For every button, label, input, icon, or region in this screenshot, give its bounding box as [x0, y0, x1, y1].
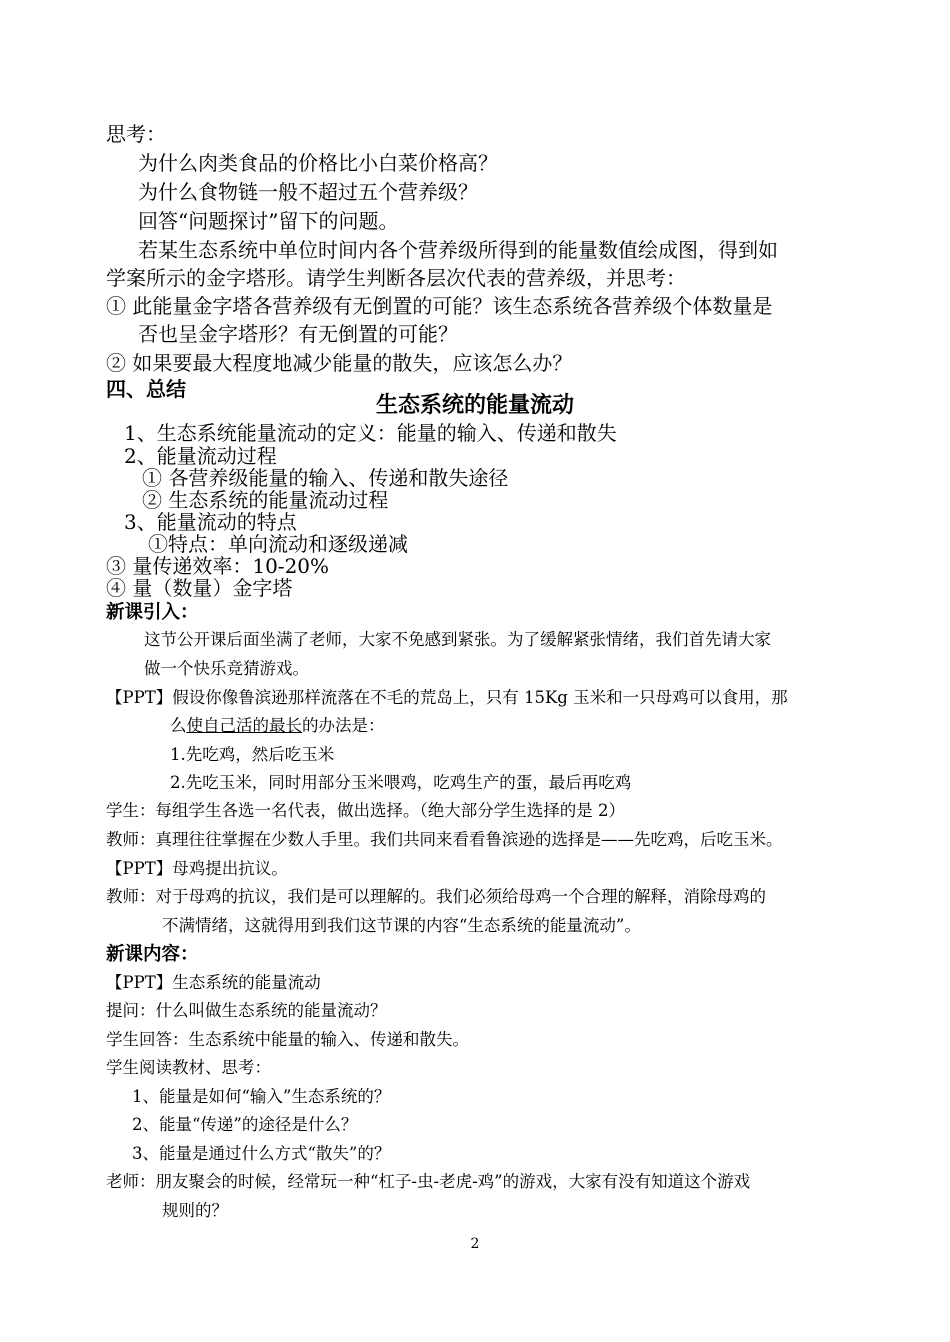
thinking-item-2: ② 如果要最大程度地减少能量的散失，应该怎么办？: [106, 351, 573, 375]
teacher-remark-1: 教师：真理往往掌握在少数人手里。我们共同来看看鲁滨逊的选择是——先吃鸡，后吃玉米。: [106, 830, 783, 849]
summary-point-2b: ② 生态系统的能量流动过程: [142, 488, 389, 512]
student-choice: 学生：每组学生各选一名代表，做出选择。（绝大部分学生选择的是 2）: [106, 801, 625, 820]
option-1: 1.先吃鸡，然后吃玉米: [170, 745, 335, 764]
ppt-scenario-line1: 【PPT】假设你像鲁滨逊那样流落在不毛的荒岛上，只有 15Kg 玉米和一只母鸡可以食用，那: [106, 688, 788, 707]
thinking-paragraph-line1: 若某生态系统中单位时间内各个营养级所得到的能量数值绘成图，得到如: [138, 238, 778, 262]
thinking-item-1-line2: 否也呈金字塔形？有无倒置的可能？: [138, 322, 458, 346]
thinking-paragraph-line2: 学案所示的金字塔形。请学生判断各层次代表的营养级，并思考：: [106, 266, 686, 290]
reading-question-3: 3、能量是通过什么方式“散失”的？: [132, 1144, 391, 1163]
ppt-scenario-line2: [170, 712, 385, 736]
teacher-remark-2-line1: 教师：对于母鸡的抗议，我们是可以理解的。我们必须给母鸡一个合理的解释，消除母鸡的: [106, 887, 766, 906]
teacher-remark-2-line2: 不满情绪，这就得用到我们这节课的内容“生态系统的能量流动”。: [162, 916, 641, 935]
ppt-topic: 【PPT】生态系统的能量流动: [106, 973, 321, 992]
student-answer: 学生回答：生态系统中能量的输入、传递和散失。: [106, 1030, 469, 1049]
summary-point-3b: ③ 量传递效率：10-20%: [106, 554, 330, 578]
thinking-question-3: 回答“问题探讨”留下的问题。: [138, 209, 399, 233]
intro-heading: 新课引入：: [106, 602, 199, 623]
summary-point-2: 2、能量流动过程: [124, 444, 277, 468]
summary-title: 生态系统的能量流动: [375, 393, 574, 418]
summary-point-3a: ①特点：单向流动和逐级递减: [148, 532, 408, 556]
thinking-heading: 思考：: [106, 122, 166, 146]
summary-point-2a: ① 各营养级能量的输入、传递和散失途径: [142, 466, 509, 490]
intro-line-1: 这节公开课后面坐满了老师，大家不免感到紧张。为了缓解紧张情绪，我们首先请大家: [144, 630, 771, 649]
summary-point-3c: ④ 量（数量）金字塔: [106, 576, 293, 600]
content-heading: 新课内容：: [106, 944, 199, 965]
question-ask: 提问：什么叫做生态系统的能量流动？: [106, 1001, 387, 1020]
ppt-chicken-protest: 【PPT】母鸡提出抗议。: [106, 859, 288, 878]
ppt-scenario-post: 的办法是：: [302, 716, 385, 735]
teacher-game-line1: 老师：朋友聚会的时候，经常玩一种“杠子-虫-老虎-鸡”的游戏，大家有没有知道这个游戏: [106, 1172, 751, 1191]
intro-line-2: 做一个快乐竞猜游戏。: [144, 659, 309, 678]
reading-question-1: 1、能量是如何“输入”生态系统的？: [132, 1087, 391, 1106]
ppt-scenario-underlined: 使自己活的最长: [186, 716, 302, 735]
reading-question-2: 2、能量“传递”的途径是什么？: [132, 1115, 358, 1134]
page-number: 2: [470, 1236, 480, 1252]
ppt-scenario-pre: 么: [170, 716, 187, 735]
teacher-game-line2: 规则的？: [162, 1201, 228, 1220]
reading-prompt: 学生阅读教材、思考：: [106, 1058, 271, 1077]
summary-point-1: 1、生态系统能量流动的定义：能量的输入、传递和散失: [124, 421, 617, 445]
thinking-question-2: 为什么食物链一般不超过五个营养级？: [138, 180, 478, 204]
thinking-item-1-line1: ① 此能量金字塔各营养级有无倒置的可能？该生态系统各营养级个体数量是: [106, 294, 773, 318]
option-2: 2.先吃玉米，同时用部分玉米喂鸡，吃鸡生产的蛋，最后再吃鸡: [170, 773, 632, 792]
summary-heading: 四、总结: [106, 377, 186, 401]
thinking-question-1: 为什么肉类食品的价格比小白菜价格高？: [138, 151, 498, 175]
summary-point-3: 3、能量流动的特点: [124, 510, 297, 534]
